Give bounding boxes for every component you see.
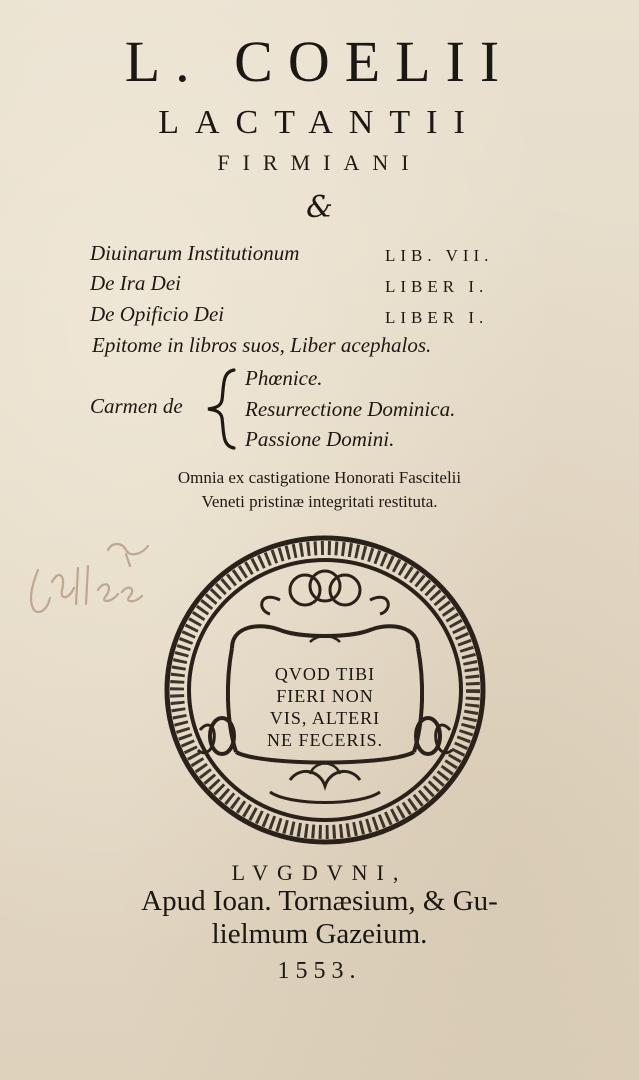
imprint-year: 1553. [277, 958, 362, 984]
edition-note: Omnia ex castigatione Honorati Fascitelii [177, 468, 462, 487]
imprint-publisher: lielmum Gazeium. [211, 918, 428, 950]
epitome-line: Epitome in libros suos, Liber acephalos. [92, 333, 432, 357]
carmen-item: Phœnice. [245, 366, 323, 390]
imprint-city: LVGDVNI, [231, 860, 408, 885]
motto-line: NE FECERIS. [266, 730, 383, 750]
work-book: LIB. VII. [385, 246, 494, 265]
edition-note: Veneti pristinæ integritati restituta. [201, 492, 438, 511]
work-title: De Ira Dei [90, 271, 181, 295]
work-title: De Opificio Dei [90, 302, 225, 326]
author-name: L. COELII [124, 29, 515, 94]
work-book: LIBER I. [385, 308, 489, 327]
carmen-label: Carmen de [90, 394, 183, 418]
motto-line: QVOD TIBI [274, 664, 376, 684]
motto-line: FIERI NON [276, 686, 374, 706]
author-name-line-3: FIRMIANI [217, 150, 422, 175]
carmen-item: Resurrectione Dominica. [245, 397, 456, 421]
imprint-publisher: Apud Ioan. Tornæsium, & Gu- [141, 885, 498, 917]
work-book: LIBER I. [385, 277, 489, 296]
carmen-item: Passione Domini. [245, 427, 395, 451]
author-name-line-2: LACTANTII [158, 104, 481, 141]
brace-ornament [200, 366, 240, 452]
work-title: Diuinarum Institutionum [90, 241, 300, 265]
handwritten-note [18, 530, 158, 620]
motto-line: VIS, ALTERI [269, 708, 381, 728]
ampersand-ornament: & [306, 190, 333, 225]
